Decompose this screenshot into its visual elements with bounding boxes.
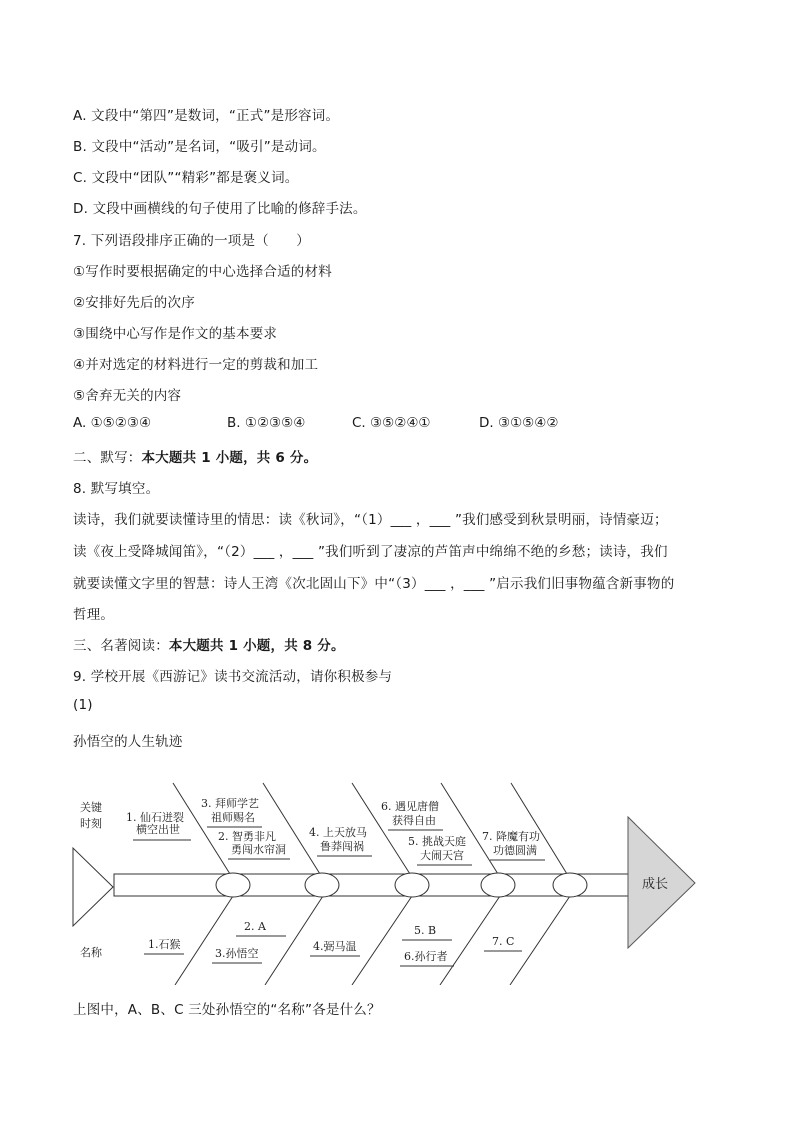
fishbone-diagram [0,770,794,985]
event-4-line-1: 4. 上天放马 [309,826,367,839]
q6-option-d: D. 文段中画横线的句子使用了比喻的修辞手法。 [73,201,367,217]
node-1 [216,873,250,897]
event-2-line-2: 勇闯水帘洞 [231,843,286,856]
event-5-line-2: 大闹天宫 [420,849,464,862]
event-7-line-1: 7. 降魔有功 [482,830,540,843]
event-5-line-1: 5. 挑战天庭 [408,835,466,848]
bottom-bone-1 [175,896,233,985]
event-1-line-2: 横空出世 [136,823,180,836]
q6-option-a: A. 文段中“第四”是数词，“正式”是形容词。 [73,108,340,124]
q9-stem: 9. 学校开展《西游记》读书交流活动，请你积极参与 [73,669,393,685]
q7-item-5: ⑤舍弃无关的内容 [73,388,182,404]
fish-tail [73,848,113,926]
q7-choice-a: A. ①⑤②③④ [73,415,152,431]
key-moment-label-2: 时刻 [80,817,102,830]
q8-stem: 8. 默写填空。 [73,481,160,497]
q7-item-2: ②安排好先后的次序 [73,295,195,311]
name-7: 7. C [492,935,515,948]
q8-line-4: 哲理。 [73,607,115,623]
q9-sub-number: (1) [73,697,93,713]
event-2-line-1: 2. 智勇非凡 [218,830,276,843]
q7-stem: 7. 下列语段排序正确的一项是（ ） [73,233,310,249]
name-5: 5. B [414,924,437,937]
node-5 [553,873,587,897]
q7-item-4: ④并对选定的材料进行一定的剪裁和加工 [73,357,319,373]
q8-line-2: 读《夜上受降城闻笛》，“（2）___ ，___ ”我们听到了凄凉的芦笛声中绵绵不绝的乡愁；读诗，我们 [73,544,668,560]
q7-item-3: ③围绕中心写作是作文的基本要求 [73,326,278,342]
event-6-line-1: 6. 遇见唐僧 [381,800,439,813]
q9-diagram-title: 孙悟空的人生轨迹 [73,734,183,750]
q9-question: 上图中，A、B、C 三处孙悟空的“名称”各是什么？ [73,1002,381,1018]
section-3-heading [73,634,345,654]
q7-choice-c: C. ③⑤②④① [352,415,431,431]
name-1: 1.石猴 [148,938,181,951]
fish-spine [114,874,629,896]
q6-option-c: C. 文段中“团队”“精彩”都是褒义词。 [73,170,299,186]
q8-line-1: 读诗，我们就要读懂诗里的情思：读《秋词》，“（1）___ ，___ ”我们感受到秋景明丽，诗情豪迈； [73,512,668,528]
section-3-desc: 本大题共 1 小题，共 8 分。 [168,638,345,654]
fish-head-label: 成长 [642,877,669,892]
name-4: 4.弼马温 [313,940,357,953]
event-3-line-2: 祖师赐名 [211,811,255,824]
node-3 [395,873,429,897]
bottom-bone-5 [510,896,570,985]
event-3-line-1: 3. 拜师学艺 [201,797,259,810]
event-7-line-2: 功德圆满 [493,844,537,857]
node-4 [481,873,515,897]
q7-item-1: ①写作时要根据确定的中心选择合适的材料 [73,264,332,280]
name-3: 3.孙悟空 [215,947,259,960]
q6-option-b: B. 文段中“活动”是名词，“吸引”是动词。 [73,139,326,155]
section-3-number: 三、名著阅读： [73,638,169,654]
section-2-desc: 本大题共 1 小题，共 6 分。 [141,450,318,466]
name-6: 6.孙行者 [404,950,448,963]
q7-choice-b: B. ①②③⑤④ [227,415,306,431]
name-2: 2. A [244,920,266,933]
event-1-line-1: 1. 仙石迸裂 [126,811,184,824]
event-4-line-2: 鲁莽闯祸 [320,840,364,853]
name-label: 名称 [80,946,102,959]
event-6-line-2: 获得自由 [392,814,436,827]
key-moment-label-1: 关键 [80,801,102,814]
section-2-number: 二、默写： [73,450,142,466]
node-2 [305,873,339,897]
section-2-heading [73,446,317,466]
q8-line-3: 就要读懂文字里的智慧：诗人王湾《次北固山下》中“（3）___ ，___ ”启示我们旧事物蕴含新事物的 [73,576,675,592]
q7-choice-d: D. ③①⑤④② [479,415,559,431]
